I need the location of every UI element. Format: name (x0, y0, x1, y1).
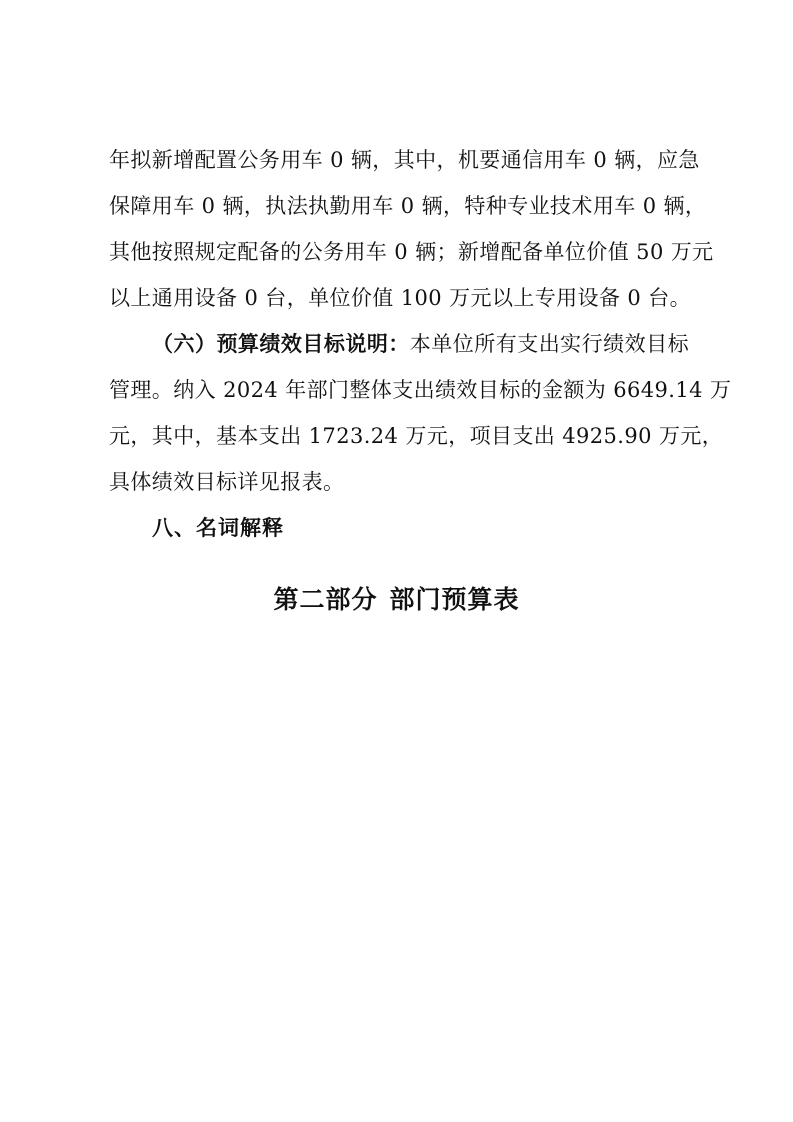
part-number: 第二部分 (273, 585, 378, 614)
performance-paragraph-line-4: 具体绩效目标详见报表。 (109, 470, 345, 494)
vehicle-paragraph-line-1: 年拟新增配置公务用车 0 辆，其中，机要通信用车 0 辆，应急 (109, 148, 700, 172)
part-name: 部门预算表 (389, 585, 520, 614)
part-title (0, 584, 793, 616)
performance-first-line-text: 本单位所有支出实行绩效目标 (409, 332, 689, 356)
performance-paragraph-line-3: 元，其中，基本支出 1723.24 万元，项目支出 4925.90 万元， (109, 424, 724, 448)
vehicle-paragraph-line-3: 其他按照规定配备的公务用车 0 辆；新增配备单位价值 50 万元 (109, 240, 714, 264)
performance-paragraph-line-2: 管理。纳入 2024 年部门整体支出绩效目标的金额为 6649.14 万 (109, 378, 732, 402)
performance-paragraph-line-1 (152, 330, 689, 358)
vehicle-paragraph-line-2: 保障用车 0 辆，执法执勤用车 0 辆，特种专业技术用车 0 辆， (109, 194, 707, 218)
section-heading-glossary: 八、名词解释 (152, 516, 284, 540)
vehicle-paragraph-line-4: 以上通用设备 0 台，单位价值 100 万元以上专用设备 0 台。 (109, 286, 692, 310)
performance-label: （六）预算绩效目标说明： (152, 332, 410, 356)
